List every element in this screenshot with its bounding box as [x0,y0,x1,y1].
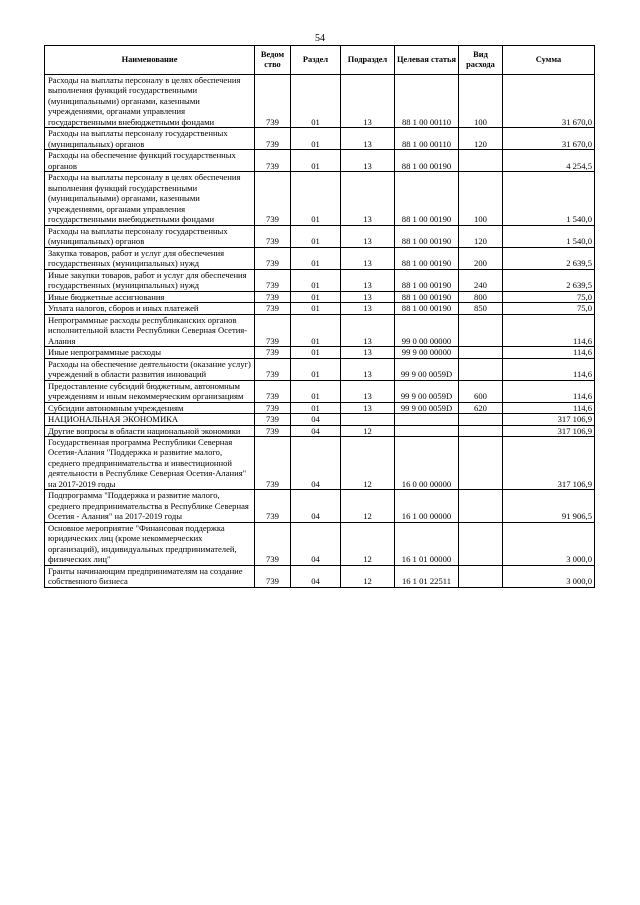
cell-subsection: 13 [341,269,395,291]
table-row [45,314,595,346]
cell-expense-type: 850 [459,303,503,314]
cell-name: Расходы на обеспечение деятельности (оказание услуг) учреждений в области развития инноваций [45,358,255,380]
cell-dept: 739 [255,303,291,314]
cell-target [395,414,459,425]
table-row [45,380,595,402]
table-row [45,490,595,522]
header-expense-type: Вид расхода [459,46,503,75]
cell-target: 99 9 00 0059D [395,402,459,413]
cell-target: 88 1 00 00190 [395,291,459,302]
cell-expense-type: 620 [459,402,503,413]
cell-sum: 3 000,0 [503,565,595,587]
cell-name: НАЦИОНАЛЬНАЯ ЭКОНОМИКА [45,414,255,425]
cell-subsection: 13 [341,247,395,269]
cell-subsection: 13 [341,128,395,150]
cell-expense-type: 600 [459,380,503,402]
cell-section: 01 [291,347,341,358]
cell-name: Расходы на выплаты персоналу государственных (муниципальных) органов [45,225,255,247]
cell-subsection: 13 [341,150,395,172]
cell-target: 88 1 00 00190 [395,172,459,225]
cell-expense-type [459,436,503,489]
cell-expense-type [459,522,503,565]
cell-expense-type: 100 [459,75,503,128]
cell-sum: 4 254,5 [503,150,595,172]
cell-dept: 739 [255,425,291,436]
table-row [45,291,595,302]
budget-table [44,45,595,588]
cell-sum: 31 670,0 [503,128,595,150]
cell-expense-type: 120 [459,225,503,247]
cell-subsection: 13 [341,172,395,225]
cell-section: 01 [291,269,341,291]
cell-section: 01 [291,247,341,269]
cell-target: 99 9 00 0059D [395,380,459,402]
cell-sum: 317 106,9 [503,436,595,489]
page-number: 54 [315,33,325,44]
cell-name: Расходы на обеспечение функций государственных органов [45,150,255,172]
cell-name: Подпрограмма "Поддержка и развитие малого, среднего предпринимательства в Республике Северная Осетия - Алания" на 2017-2019 годы [45,490,255,522]
cell-target: 88 1 00 00110 [395,75,459,128]
cell-section: 01 [291,128,341,150]
cell-sum: 3 000,0 [503,522,595,565]
cell-dept: 739 [255,522,291,565]
cell-dept: 739 [255,269,291,291]
cell-subsection: 13 [341,358,395,380]
header-dept: Ведом ство [255,46,291,75]
cell-name: Иные непрограммные расходы [45,347,255,358]
cell-sum: 2 639,5 [503,247,595,269]
cell-sum: 75,0 [503,291,595,302]
cell-section: 04 [291,425,341,436]
cell-expense-type: 120 [459,128,503,150]
cell-dept: 739 [255,172,291,225]
cell-expense-type: 240 [459,269,503,291]
cell-target: 88 1 00 00190 [395,303,459,314]
cell-dept: 739 [255,565,291,587]
cell-dept: 739 [255,436,291,489]
header-name: Наименование [45,46,255,75]
cell-target: 88 1 00 00190 [395,247,459,269]
cell-section: 01 [291,380,341,402]
cell-section: 01 [291,172,341,225]
cell-target: 88 1 00 00110 [395,128,459,150]
cell-sum: 1 540,0 [503,225,595,247]
cell-subsection [341,414,395,425]
cell-name: Расходы на выплаты персоналу в целях обеспечения выполнения функций государственными (муниципальными) органами, казенными учреждениями, органами управления государственными внебюджетными фондами [45,172,255,225]
cell-name: Предоставление субсидий бюджетным, автономным учреждениям и иным некоммерческим организациям [45,380,255,402]
cell-target [395,425,459,436]
table-row [45,75,595,128]
cell-sum: 75,0 [503,303,595,314]
table-row [45,522,595,565]
header-section: Раздел [291,46,341,75]
cell-target: 99 9 00 0059D [395,358,459,380]
cell-name: Иные бюджетные ассигнования [45,291,255,302]
table-row [45,565,595,587]
table-body [45,75,595,588]
cell-dept: 739 [255,380,291,402]
table-row [45,414,595,425]
cell-sum: 31 670,0 [503,75,595,128]
table-row [45,128,595,150]
cell-name: Государственная программа Республики Северная Осетия-Алания "Поддержка и развитие малого, среднего предпринимательства и инвестиционной деятельности в Республике Северная Осетия-Алания" на 2017-2019 годы [45,436,255,489]
cell-name: Субсидии автономным учреждениям [45,402,255,413]
cell-subsection: 12 [341,425,395,436]
cell-sum: 114,6 [503,358,595,380]
cell-dept: 739 [255,150,291,172]
cell-dept: 739 [255,314,291,346]
cell-section: 01 [291,303,341,314]
cell-subsection: 13 [341,380,395,402]
cell-name: Другие вопросы в области национальной экономики [45,425,255,436]
cell-dept: 739 [255,490,291,522]
cell-target: 16 1 00 00000 [395,490,459,522]
table-row [45,358,595,380]
cell-dept: 739 [255,347,291,358]
cell-section: 04 [291,522,341,565]
table-row [45,225,595,247]
cell-subsection: 13 [341,402,395,413]
cell-sum: 1 540,0 [503,172,595,225]
cell-subsection: 12 [341,565,395,587]
cell-expense-type [459,347,503,358]
cell-target: 99 0 00 00000 [395,314,459,346]
cell-sum: 317 106,9 [503,425,595,436]
cell-target: 88 1 00 00190 [395,269,459,291]
table-row [45,402,595,413]
cell-expense-type [459,150,503,172]
cell-section: 01 [291,314,341,346]
cell-dept: 739 [255,358,291,380]
cell-subsection: 13 [341,225,395,247]
cell-target: 88 1 00 00190 [395,150,459,172]
cell-subsection: 12 [341,490,395,522]
cell-target: 16 0 00 00000 [395,436,459,489]
cell-sum: 2 639,5 [503,269,595,291]
cell-target: 16 1 01 22511 [395,565,459,587]
cell-section: 04 [291,436,341,489]
table-row [45,303,595,314]
cell-name: Иные закупки товаров, работ и услуг для обеспечения государственных (муниципальных) нужд [45,269,255,291]
table-header-row [45,46,595,75]
cell-subsection: 13 [341,314,395,346]
cell-name: Непрограммные расходы республиканских органов исполнительной власти Республики Северная Осетия-Алания [45,314,255,346]
cell-expense-type [459,565,503,587]
cell-section: 01 [291,291,341,302]
cell-expense-type [459,358,503,380]
cell-section: 01 [291,150,341,172]
cell-section: 01 [291,402,341,413]
cell-expense-type [459,425,503,436]
cell-name: Уплата налогов, сборов и иных платежей [45,303,255,314]
cell-section: 04 [291,414,341,425]
cell-subsection: 13 [341,347,395,358]
cell-name: Расходы на выплаты персоналу государственных (муниципальных) органов [45,128,255,150]
cell-section: 04 [291,490,341,522]
cell-sum: 114,6 [503,402,595,413]
header-target: Целевая статья [395,46,459,75]
cell-subsection: 13 [341,291,395,302]
header-sum: Сумма [503,46,595,75]
table-row [45,425,595,436]
cell-expense-type: 100 [459,172,503,225]
cell-section: 01 [291,225,341,247]
cell-dept: 739 [255,75,291,128]
cell-name: Основное мероприятие "Финансовая поддержка юридических лиц (кроме некоммерческих организаций), индивидуальных предпринимателей, физических лиц" [45,522,255,565]
cell-dept: 739 [255,402,291,413]
table-row [45,347,595,358]
cell-name: Расходы на выплаты персоналу в целях обеспечения выполнения функций государственными (муниципальными) органами, казенными учреждениями, органами управления государственными внебюджетными фондами [45,75,255,128]
cell-subsection: 13 [341,303,395,314]
cell-dept: 739 [255,225,291,247]
cell-subsection: 12 [341,522,395,565]
cell-name: Закупка товаров, работ и услуг для обеспечения государственных (муниципальных) нужд [45,247,255,269]
cell-sum: 91 906,5 [503,490,595,522]
cell-expense-type: 200 [459,247,503,269]
cell-subsection: 12 [341,436,395,489]
cell-dept: 739 [255,128,291,150]
cell-name: Гранты начинающим предпринимателям на создание собственного бизнеса [45,565,255,587]
table-row [45,269,595,291]
cell-expense-type [459,314,503,346]
cell-target: 16 1 01 00000 [395,522,459,565]
cell-expense-type [459,490,503,522]
cell-dept: 739 [255,414,291,425]
cell-expense-type [459,414,503,425]
cell-subsection: 13 [341,75,395,128]
cell-section: 01 [291,75,341,128]
cell-section: 01 [291,358,341,380]
cell-sum: 114,6 [503,347,595,358]
cell-sum: 317 106,9 [503,414,595,425]
table-row [45,247,595,269]
cell-dept: 739 [255,247,291,269]
cell-dept: 739 [255,291,291,302]
cell-expense-type: 800 [459,291,503,302]
cell-section: 04 [291,565,341,587]
table-row [45,172,595,225]
header-subsection: Подраздел [341,46,395,75]
table-row [45,150,595,172]
cell-target: 88 1 00 00190 [395,225,459,247]
cell-sum: 114,6 [503,380,595,402]
cell-sum: 114,6 [503,314,595,346]
cell-target: 99 9 00 00000 [395,347,459,358]
table-row [45,436,595,489]
